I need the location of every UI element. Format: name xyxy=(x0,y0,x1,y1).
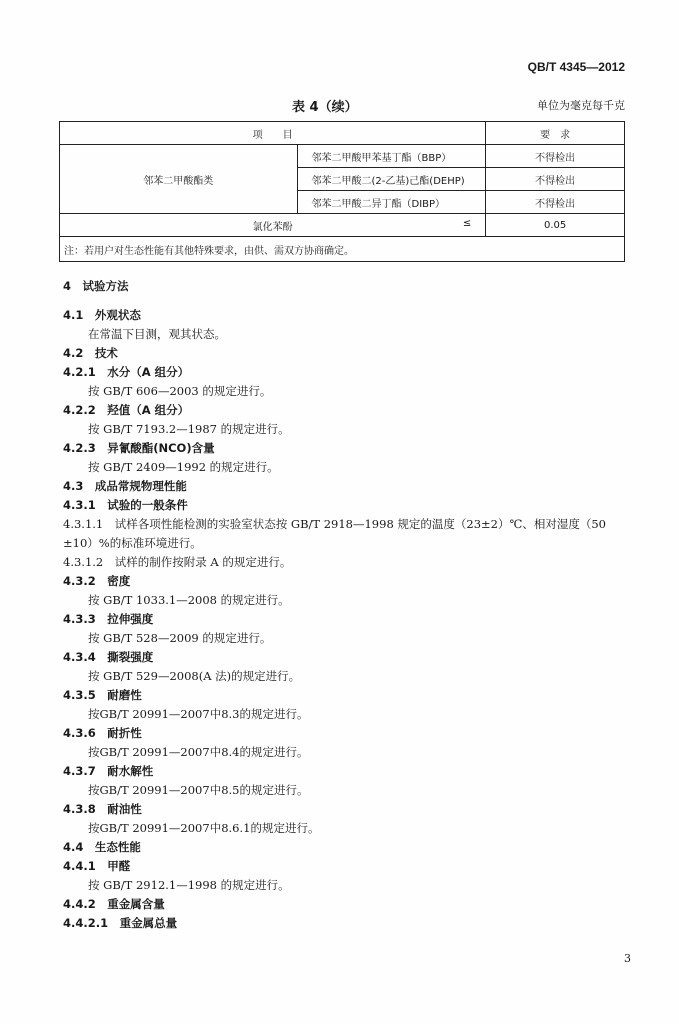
body-line: 按 GB/T 528—2009 的规定进行。 xyxy=(88,631,272,645)
section-heading: 4.2.1 水分（A 组分） xyxy=(63,365,190,379)
body-line: 按GB/T 20991—2007中8.5的规定进行。 xyxy=(88,783,309,797)
body-line: 按 GB/T 1033.1—2008 的规定进行。 xyxy=(88,593,290,607)
section-heading: 4.3 成品常规物理性能 xyxy=(63,479,187,493)
body-line: 按GB/T 20991—2007中8.3的规定进行。 xyxy=(88,707,309,721)
phenol-sym: ≤ xyxy=(462,218,472,229)
table-row xyxy=(60,214,625,237)
section-heading: 4.3.4 撕裂强度 xyxy=(63,650,154,664)
section-heading: 4.3.5 耐磨性 xyxy=(63,688,142,702)
col-item-header: 项 目 xyxy=(60,122,486,145)
phenol-name: 氯化苯酚 xyxy=(252,221,293,233)
col-req-header: 要 求 xyxy=(486,122,625,145)
table-caption: 表 4（续） xyxy=(292,100,358,115)
body-line: 4.3.1.2 试样的制作按附录 A 的规定进行。 xyxy=(63,555,292,569)
table-row xyxy=(60,145,625,168)
section-heading: 4.1 外观状态 xyxy=(63,308,141,322)
section-heading: 4.4 生态性能 xyxy=(63,840,141,854)
section-heading: 4 试验方法 xyxy=(63,279,129,293)
body-line: 4.3.1.1 试样各项性能检测的实验室状态按 GB/T 2918—1998 规定的温度（23±2）℃、相对湿度（50 xyxy=(63,517,606,531)
row-value: 不得检出 xyxy=(486,191,625,214)
phenol-cell xyxy=(60,214,486,237)
row-value: 不得检出 xyxy=(486,168,625,191)
standard-code: QB/T 4345—2012 xyxy=(527,60,625,74)
body-line: 按 GB/T 529—2008(A 法)的规定进行。 xyxy=(88,669,301,683)
body-line: 在常温下目测，观其状态。 xyxy=(88,327,226,341)
body-line: 按 GB/T 2409—1992 的规定进行。 xyxy=(88,460,279,474)
row-name: 邻苯二甲酸二异丁酯（DIBP） xyxy=(297,191,486,214)
body-line: 按 GB/T 606—2003 的规定进行。 xyxy=(88,384,272,398)
body-line: 按GB/T 20991—2007中8.6.1的规定进行。 xyxy=(88,821,320,835)
table-note: 注：若用户对生态性能有其他特殊要求，由供、需双方协商确定。 xyxy=(60,237,625,262)
table-note-row xyxy=(60,237,625,262)
section-heading: 4.4.2.1 重金属总量 xyxy=(63,916,178,930)
section-heading: 4.2.2 羟值（A 组分） xyxy=(63,403,190,417)
section-heading: 4.3.3 拉伸强度 xyxy=(63,612,154,626)
page-number: 3 xyxy=(624,952,631,965)
body-line: 按 GB/T 7193.2—1987 的规定进行。 xyxy=(88,422,290,436)
table-unit: 单位为毫克每千克 xyxy=(537,99,625,112)
section-heading: 4.4.1 甲醛 xyxy=(63,859,131,873)
body-line: 按 GB/T 2912.1—1998 的规定进行。 xyxy=(88,878,290,892)
section-heading: 4.2 技术 xyxy=(63,346,118,360)
section-heading: 4.4.2 重金属含量 xyxy=(63,897,165,911)
section-heading: 4.3.8 耐油性 xyxy=(63,802,142,816)
row-name: 邻苯二甲酸二(2-乙基)己酯(DEHP) xyxy=(297,168,486,191)
section-heading: 4.2.3 异氰酸酯(NCO)含量 xyxy=(63,441,215,455)
section-heading: 4.3.1 试验的一般条件 xyxy=(63,498,188,512)
requirements-table xyxy=(59,121,625,262)
body-line: ±10）%的标准环境进行。 xyxy=(63,536,202,550)
row-name: 邻苯二甲酸甲苯基丁酯（BBP） xyxy=(297,145,486,168)
group-label: 邻苯二甲酸酯类 xyxy=(60,145,298,214)
section-heading: 4.3.7 耐水解性 xyxy=(63,764,154,778)
row-value: 不得检出 xyxy=(486,145,625,168)
section-heading: 4.3.2 密度 xyxy=(63,574,131,588)
body-line: 按GB/T 20991—2007中8.4的规定进行。 xyxy=(88,745,309,759)
section-heading: 4.3.6 耐折性 xyxy=(63,726,142,740)
table-header-row xyxy=(60,122,625,145)
phenol-value: 0.05 xyxy=(486,214,625,237)
